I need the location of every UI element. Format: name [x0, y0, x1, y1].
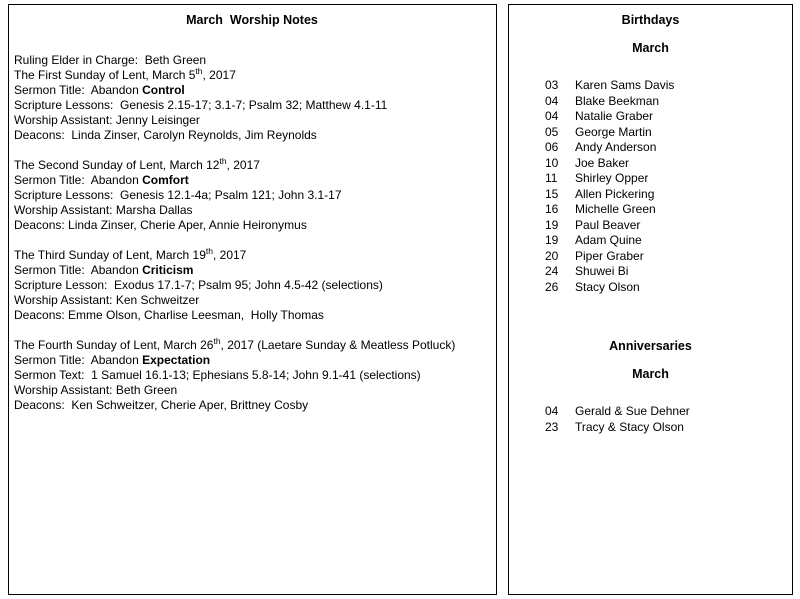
- birthday-row: [545, 187, 792, 203]
- ruling-elder-line: Ruling Elder in Charge: Beth Green: [14, 53, 207, 67]
- worship-notes-title: March Worship Notes: [186, 13, 318, 27]
- birthday-day: 05: [545, 124, 559, 139]
- anniversary-name: Gerald & Sue Dehner: [575, 404, 690, 418]
- anniversary-name: Tracy & Stacy Olson: [575, 419, 684, 434]
- birthday-row: [545, 156, 792, 172]
- worship-assistant-line: Worship Assistant: Beth Green: [14, 383, 178, 397]
- sermon-text-line: Sermon Text: 1 Samuel 16.1-13; Ephesians 5.8-14; John 9.1-41 (selections): [14, 368, 421, 382]
- birthday-row: [545, 109, 792, 125]
- birthdays-month: March: [632, 41, 669, 55]
- birthday-row: [545, 140, 792, 156]
- scripture-lessons-line: Scripture Lesson: Exodus 17.1-7; Psalm 95; John 4.5-42 (selections): [14, 278, 383, 292]
- birthdays-title: Birthdays: [621, 13, 680, 27]
- birthday-name: Shirley Opper: [575, 171, 649, 185]
- anniversaries-title: Anniversaries: [609, 339, 692, 353]
- birthday-name: Adam Quine: [575, 233, 642, 247]
- anniversary-day: 04: [545, 404, 559, 418]
- worship-week-2: [14, 158, 490, 233]
- birthday-name: Andy Anderson: [575, 140, 657, 154]
- deacons-line: Deacons: Linda Zinser, Carolyn Reynolds, Jim Reynolds: [14, 128, 317, 142]
- birthday-day: 03: [545, 78, 559, 92]
- anniversary-list: [509, 404, 792, 435]
- birthday-name: Stacy Olson: [575, 279, 640, 294]
- birthday-row: [545, 94, 792, 110]
- deacons-line: Deacons: Emme Olson, Charlise Leesman, Holly Thomas: [14, 308, 324, 322]
- birthday-day: 04: [545, 93, 559, 108]
- anniversary-day: 23: [545, 419, 559, 434]
- birthday-row: [545, 78, 792, 94]
- anniversary-row: [545, 404, 792, 420]
- sunday-heading-line: The Third Sunday of Lent, March 19th, 2017: [14, 246, 247, 262]
- sermon-title-line: Sermon Title: Abandon Control: [14, 83, 185, 97]
- birthday-row: [545, 264, 792, 280]
- birthday-name: Allen Pickering: [575, 186, 655, 201]
- sermon-title-line: Sermon Title: Abandon Criticism: [14, 263, 194, 277]
- anniversary-row: [545, 420, 792, 436]
- scripture-lessons-line: Scripture Lessons: Genesis 12.1-4a; Psalm 121; John 3.1-17: [14, 188, 342, 202]
- worship-week-3: [14, 248, 490, 323]
- birthday-row: [545, 202, 792, 218]
- birthday-day: 11: [545, 171, 558, 185]
- birthday-day: 04: [545, 109, 559, 123]
- birthday-name: Michelle Green: [575, 202, 656, 216]
- birthday-name: Paul Beaver: [575, 217, 641, 232]
- sunday-heading-line: The Fourth Sunday of Lent, March 26th, 2017 (Laetare Sunday & Meatless Potluck): [14, 336, 456, 352]
- worship-week-4: [14, 338, 490, 413]
- birthday-row: [545, 125, 792, 141]
- birthday-name: Shuwei Bi: [575, 264, 629, 278]
- worship-notes-panel: [8, 4, 497, 595]
- worship-assistant-line: Worship Assistant: Marsha Dallas: [14, 203, 193, 217]
- birthday-name: Natalie Graber: [575, 109, 654, 123]
- birthday-day: 16: [545, 202, 559, 216]
- sunday-heading-line: The Second Sunday of Lent, March 12th, 2017: [14, 156, 260, 172]
- birthday-row: [545, 218, 792, 234]
- birthday-name: Joe Baker: [575, 155, 630, 170]
- birthday-day: 10: [545, 155, 559, 170]
- worship-assistant-line: Worship Assistant: Ken Schweitzer: [14, 293, 200, 307]
- birthday-name: George Martin: [575, 124, 652, 139]
- birthday-row: [545, 249, 792, 265]
- birthday-row: [545, 280, 792, 296]
- sermon-title-line: Sermon Title: Abandon Comfort: [14, 173, 189, 187]
- birthdays-anniversaries-panel: [508, 4, 793, 595]
- birthday-name: Piper Graber: [575, 248, 644, 263]
- sunday-heading-line: The First Sunday of Lent, March 5th, 2017: [14, 66, 236, 82]
- birthday-day: 06: [545, 140, 559, 154]
- birthday-day: 19: [545, 233, 559, 247]
- deacons-line: Deacons: Ken Schweitzer, Cherie Aper, Brittney Cosby: [14, 398, 309, 412]
- deacons-line: Deacons: Linda Zinser, Cherie Aper, Annie Heironymus: [14, 218, 307, 232]
- worship-assistant-line: Worship Assistant: Jenny Leisinger: [14, 113, 200, 127]
- worship-week-1: [14, 53, 490, 143]
- birthday-row: [545, 233, 792, 249]
- sermon-title-line: Sermon Title: Abandon Expectation: [14, 353, 211, 367]
- birthday-day: 19: [545, 217, 559, 232]
- birthday-day: 20: [545, 248, 559, 263]
- birthday-list: [509, 78, 792, 295]
- birthday-row: [545, 171, 792, 187]
- anniversaries-month: March: [632, 367, 669, 381]
- birthday-name: Karen Sams Davis: [575, 78, 675, 92]
- birthday-name: Blake Beekman: [575, 93, 660, 108]
- birthday-day: 24: [545, 264, 559, 278]
- scripture-lessons-line: Scripture Lessons: Genesis 2.15-17; 3.1-7; Psalm 32; Matthew 4.1-11: [14, 98, 388, 112]
- birthday-day: 15: [545, 186, 559, 201]
- birthday-day: 26: [545, 279, 559, 294]
